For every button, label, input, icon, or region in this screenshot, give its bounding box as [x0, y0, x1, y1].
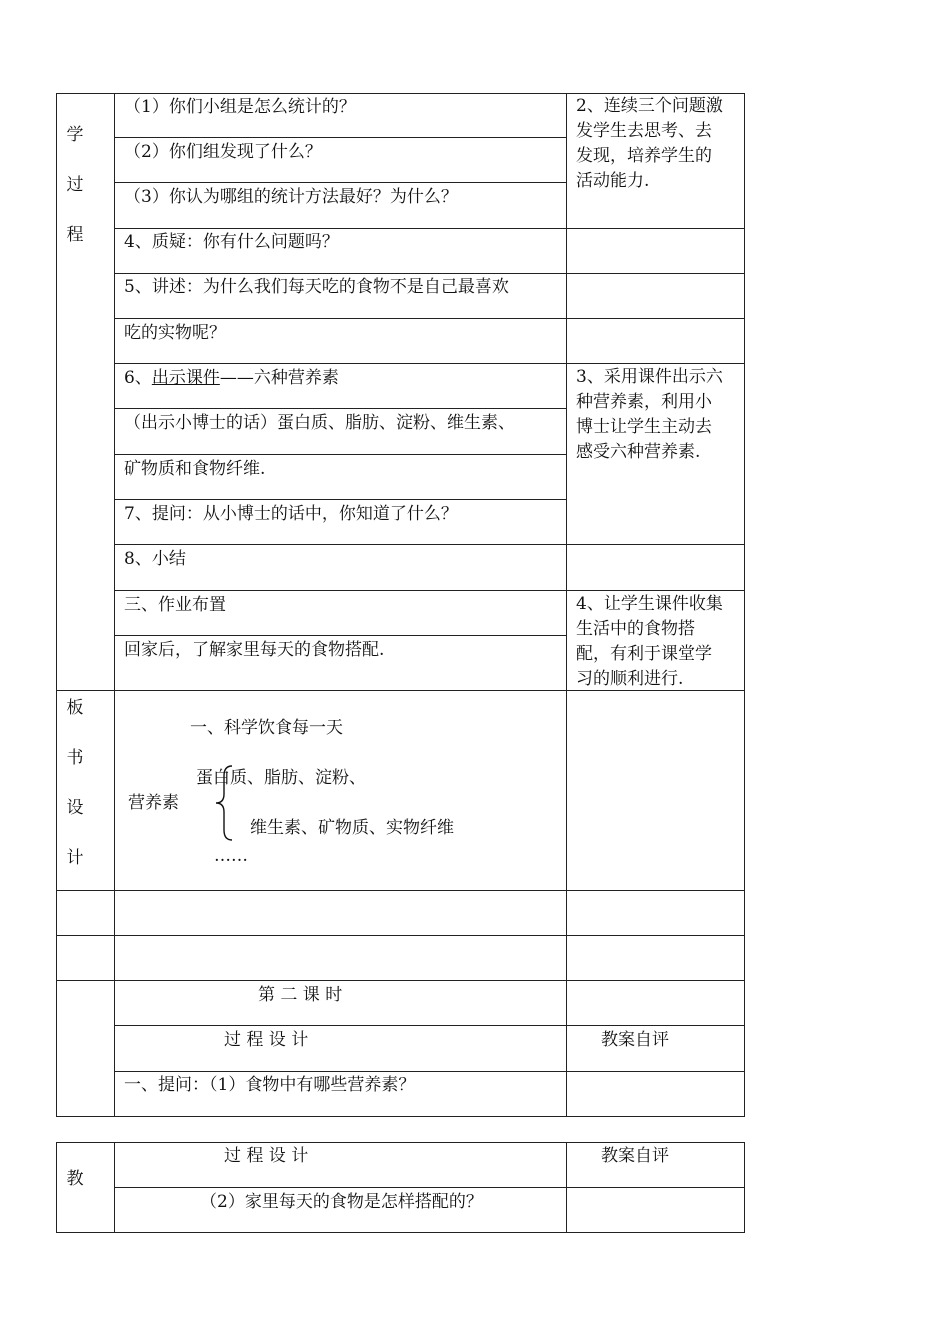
header-process-design: 过 程 设 计: [224, 1146, 309, 1166]
table1-hline: [114, 182, 567, 183]
process-row-8: 7、提问：从小博士的话中，你知道了什么？: [124, 504, 458, 524]
table1-hline: [114, 499, 567, 500]
table1-hline: [56, 890, 745, 891]
header-self-review: 教案自评: [601, 1146, 669, 1166]
side-label-char: 板: [66, 698, 84, 718]
process-row-1: （1）你们小组是怎么统计的？: [124, 97, 356, 117]
table2-top-border: [56, 1142, 745, 1143]
table1-right-border: [744, 93, 745, 1117]
process-row-7: （出示小博士的话）蛋白质、脂肪、淀粉、维生素、: [124, 413, 515, 433]
row6-prefix: 6、: [124, 368, 152, 388]
table1-hline: [114, 408, 567, 409]
process-row-4: 4、质疑：你有什么问题吗？: [124, 232, 339, 252]
process-row-10: 三、作业布置: [124, 595, 226, 615]
table1-bottom-border: [56, 1116, 745, 1117]
table1-hline: [114, 363, 745, 364]
process-row-6: [124, 367, 339, 389]
table1-hline: [56, 980, 745, 981]
table2-left-border: [56, 1142, 57, 1233]
side-label-char: 书: [66, 748, 84, 768]
lesson2-question-2: （2）家里每天的食物是怎样搭配的？: [200, 1192, 483, 1212]
process-row-11: 回家后，了解家里每天的食物搭配.: [124, 640, 385, 660]
process-row-3: （3）你认为哪组的统计方法最好？为什么？: [124, 187, 458, 207]
process-row-7-cont: 矿物质和食物纤维.: [124, 459, 266, 479]
table1-hline: [114, 635, 567, 636]
table1-left-border: [56, 93, 57, 1117]
side-label-char: 学: [66, 125, 84, 145]
row6-suffix: ——六种营养素: [219, 368, 339, 388]
table1-hline: [114, 318, 745, 319]
table1-col-divider-1: [114, 93, 115, 1117]
process-row-5-cont: 吃的实物呢？: [124, 323, 226, 343]
table1-hline: [114, 228, 745, 229]
process-row-5: 5、讲述：为什么我们每天吃的食物不是自己最喜欢: [124, 277, 509, 297]
table1-hline: [56, 935, 745, 936]
process-row-2: （2）你们组发现了什么？: [124, 142, 322, 162]
board-line-1: 蛋白质、脂肪、淀粉、: [196, 768, 366, 788]
lesson2-title: 第 二 课 时: [258, 985, 343, 1005]
side-label-char: 设: [66, 798, 84, 818]
brace-icon: [210, 762, 240, 844]
table1-hline: [114, 137, 567, 138]
side-label-char: 程: [66, 225, 84, 245]
courseware-link[interactable]: 出示课件: [151, 368, 220, 388]
header-self-review: 教案自评: [601, 1030, 669, 1050]
table1-col-divider-2: [566, 93, 567, 1117]
table1-hline: [114, 590, 745, 591]
board-title: 一、科学饮食每一天: [190, 718, 343, 738]
lesson2-question-1: 一、提问：（1）食物中有哪些营养素？: [124, 1075, 416, 1095]
table1-hline: [114, 454, 567, 455]
side-label-char: 教: [66, 1169, 84, 1189]
board-line-2: 维生素、矿物质、实物纤维: [250, 818, 454, 838]
table1-hline: [114, 1071, 745, 1072]
table1-hline: [114, 273, 745, 274]
process-row-9: 8、小结: [124, 549, 186, 569]
board-term: 营养素: [128, 793, 179, 813]
table1-hline: [114, 1025, 745, 1026]
table2-hline: [114, 1187, 745, 1188]
header-process-design: 过 程 设 计: [224, 1030, 309, 1050]
table1-hline: [114, 544, 745, 545]
side-label-char: 过: [66, 175, 84, 195]
table2-bottom-border: [56, 1232, 745, 1233]
side-label-char: 计: [66, 848, 84, 868]
board-ellipsis: ……: [214, 846, 248, 866]
